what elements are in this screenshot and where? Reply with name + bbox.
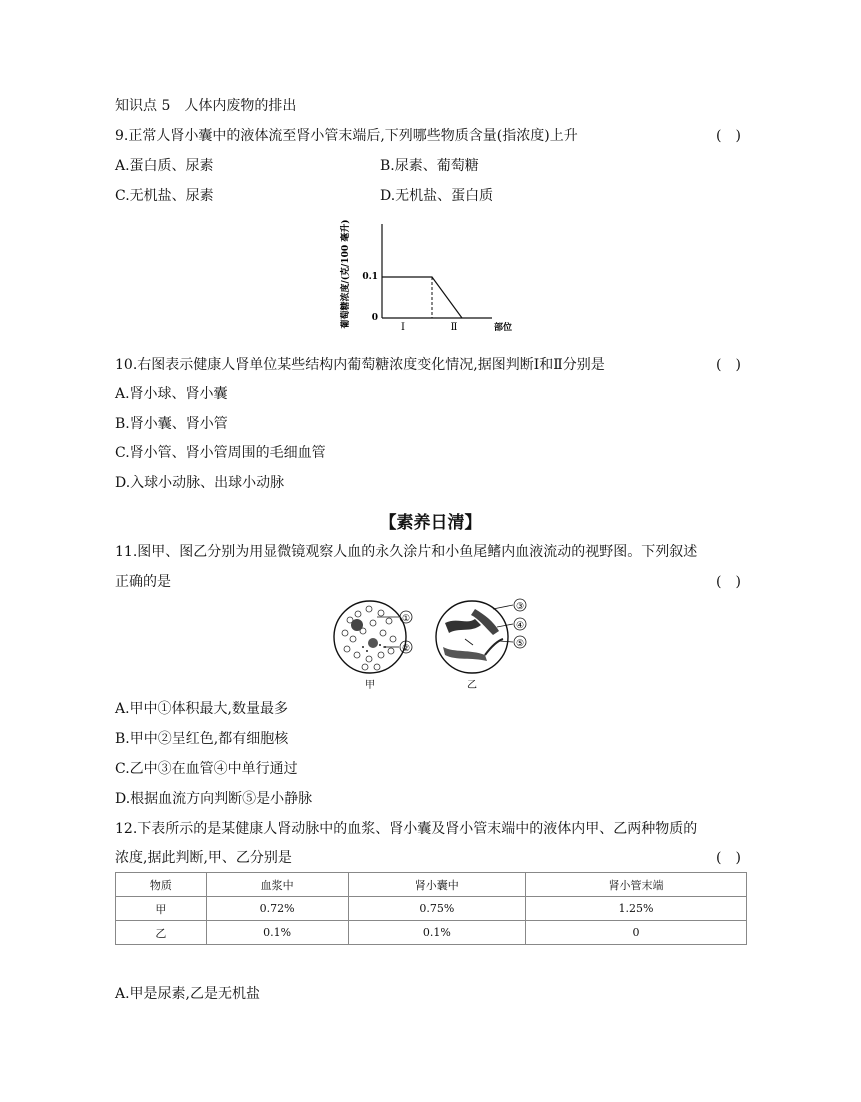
q9-option-a: A.蛋白质、尿素: [115, 158, 214, 174]
q11-option-b: B.甲中②呈红色,都有细胞核: [115, 731, 289, 747]
header-cell: 血浆中: [206, 873, 348, 897]
glucose-series-line: [382, 277, 462, 318]
table-cell: 0.1%: [206, 921, 348, 945]
chart-ylabel: 葡萄糖浓度/(克/100 毫升): [341, 219, 351, 329]
q11-option-d: D.根据血流方向判断⑤是小静脉: [115, 791, 313, 807]
q10-option-c: C.肾小管、肾小管周围的毛细血管: [115, 445, 326, 461]
q9-option-b: B.尿素、葡萄糖: [380, 158, 479, 174]
q11-answer-paren: ( ): [716, 574, 741, 590]
q10-stem: 10.右图表示健康人肾单位某些结构内葡萄糖浓度变化情况,据图判断Ⅰ和Ⅱ分别是: [115, 357, 605, 373]
fig-name-jia: 甲: [365, 680, 375, 691]
table-row: [116, 897, 747, 921]
section-heading: 知识点 5 人体内废物的排出: [115, 98, 297, 114]
label-2: ②: [401, 644, 411, 654]
glucose-chart: [330, 210, 520, 338]
label-4: ④: [515, 621, 525, 631]
table-cell: 1.25%: [526, 897, 747, 921]
label-3: ③: [515, 602, 525, 612]
region-label-2: Ⅱ: [450, 322, 458, 333]
table-cell: 0.75%: [348, 897, 526, 921]
header-cell: 肾小囊中: [348, 873, 526, 897]
q9-option-c: C.无机盐、尿素: [115, 188, 214, 204]
blood-microscope-figure: [325, 595, 545, 695]
q10-option-a: A.肾小球、肾小囊: [115, 386, 228, 402]
table-cell: 甲: [116, 897, 207, 921]
chart-xlabel: 部位: [494, 323, 513, 333]
table-cell: 0.72%: [206, 897, 348, 921]
label-1: ①: [401, 614, 411, 624]
q11-option-a: A.甲中①体积最大,数量最多: [115, 701, 289, 717]
q9-answer-paren: ( ): [716, 128, 741, 144]
q12-stem-line1: 12.下表所示的是某健康人肾动脉中的血浆、肾小囊及肾小管末端中的液体内甲、乙两种物质的: [115, 821, 698, 837]
q11-stem-line1: 11.图甲、图乙分别为用显微镜观察人血的永久涂片和小鱼尾鳍内血液流动的视野图。下列叙述: [115, 544, 698, 560]
white-blood-cell-1: [351, 619, 363, 631]
q12-stem-line2: 浓度,据此判断,甲、乙分别是: [115, 850, 292, 866]
fish-tail-view-yi: [436, 599, 526, 691]
q9-stem: 9.正常人肾小囊中的液体流至肾小管末端后,下列哪些物质含量(指浓度)上升: [115, 128, 578, 144]
q10-option-d: D.入球小动脉、出球小动脉: [115, 475, 285, 491]
table-cell: 0: [526, 921, 747, 945]
white-blood-cell-2: [368, 638, 378, 648]
q9-option-d: D.无机盐、蛋白质: [380, 188, 494, 204]
smear-view-jia: [334, 601, 412, 691]
q10-answer-paren: ( ): [716, 357, 741, 373]
q12-option-a: A.甲是尿素,乙是无机盐: [115, 986, 261, 1002]
table-cell: 乙: [116, 921, 207, 945]
region-label-1: Ⅰ: [401, 322, 405, 333]
q10-option-b: B.肾小囊、肾小管: [115, 416, 228, 432]
daily-practice-title: 【素养日清】: [379, 513, 482, 533]
concentration-table: [115, 872, 747, 945]
fig-name-yi: 乙: [467, 680, 477, 691]
header-cell: 肾小管末端: [526, 873, 747, 897]
q11-option-c: C.乙中③在血管④中单行通过: [115, 761, 298, 777]
table-row: [116, 921, 747, 945]
header-cell: 物质: [116, 873, 207, 897]
ytick-0: 0: [371, 313, 378, 323]
label-5: ⑤: [515, 639, 525, 649]
q12-answer-paren: ( ): [716, 850, 741, 866]
ytick-0.1: 0.1: [362, 272, 378, 282]
table-cell: 0.1%: [348, 921, 526, 945]
q11-stem-line2: 正确的是: [115, 574, 171, 590]
table-header-row: [116, 873, 747, 897]
